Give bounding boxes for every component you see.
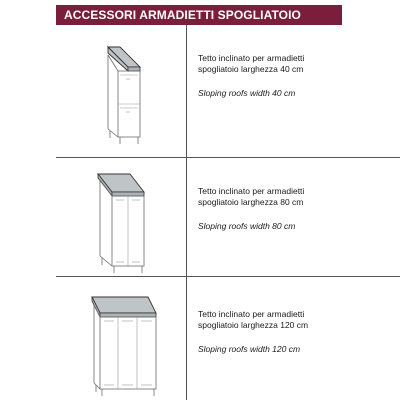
locker-1-door-sloping-roof-icon (56, 25, 186, 157)
description-en: Sloping roofs width 120 cm (198, 344, 301, 354)
product-text-80 (198, 186, 398, 232)
description-it-line1: Tetto inclinato per armadietti (198, 186, 305, 196)
section-title: ACCESSORI ARMADIETTI SPOGLIATOIO (64, 8, 301, 22)
description-it-line2: spogliatoio larghezza 40 cm (198, 64, 304, 74)
description-it-line1: Tetto inclinato per armadietti (198, 309, 305, 319)
product-row-120 (56, 277, 400, 400)
product-text-40 (198, 53, 398, 99)
description-it-line1: Tetto inclinato per armadietti (198, 53, 305, 63)
description-en: Sloping roofs width 80 cm (198, 221, 296, 231)
description-it-line2: spogliatoio larghezza 120 cm (198, 320, 309, 330)
locker-3-door-sloping-roof-icon (56, 277, 186, 400)
product-row-80 (56, 158, 400, 276)
section-header (56, 5, 342, 25)
product-row-40 (56, 25, 400, 157)
product-text-120 (198, 309, 398, 355)
description-it-line2: spogliatoio larghezza 80 cm (198, 197, 304, 207)
locker-2-door-sloping-roof-icon (56, 158, 186, 276)
description-en: Sloping roofs width 40 cm (198, 88, 296, 98)
